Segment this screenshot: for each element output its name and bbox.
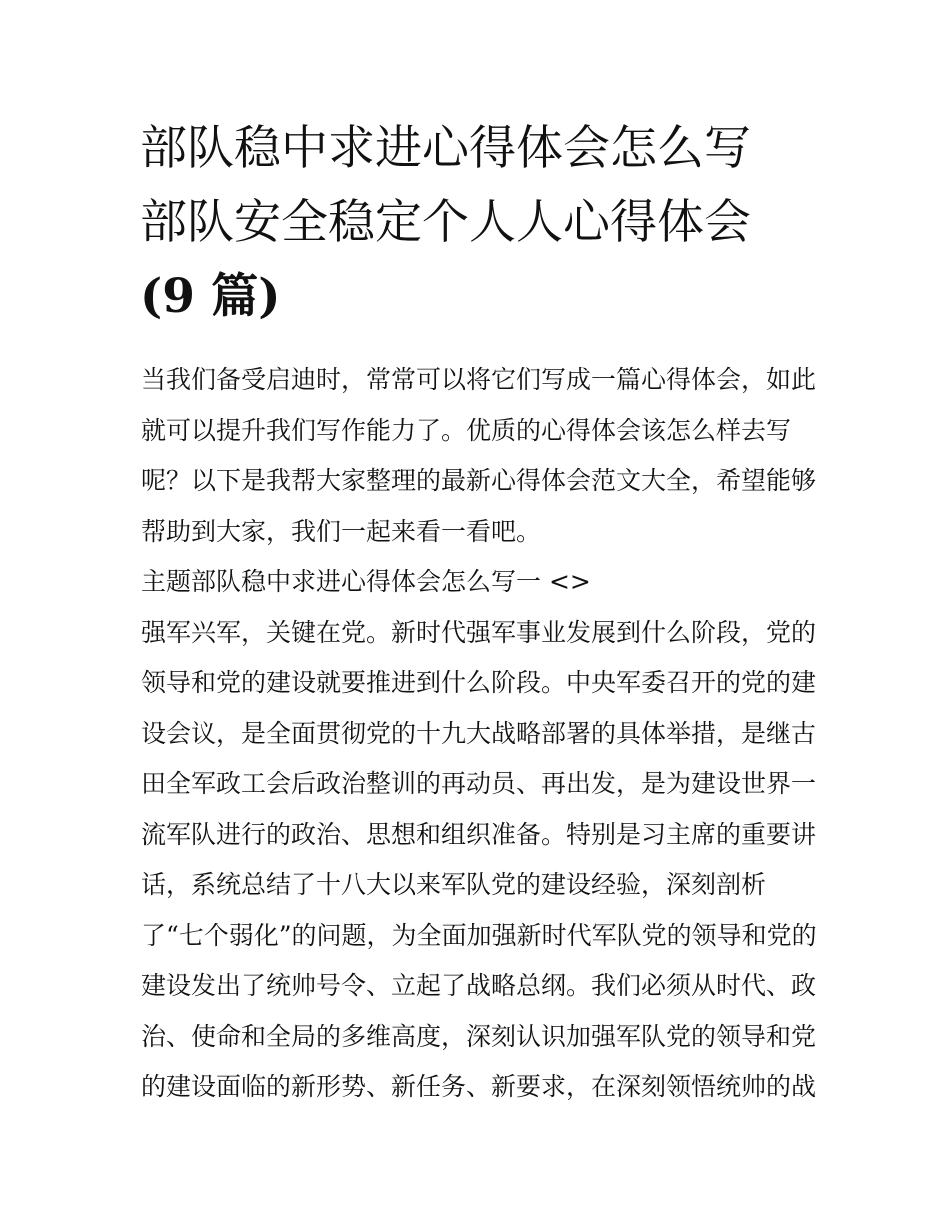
body-line-9: 田全军政工会后政治整训的再动员、再出发，是为建设世界一 [141, 769, 817, 798]
body-line-8: 设会议，是全面贯彻党的十九大战略部署的具体举措，是继古 [141, 718, 817, 748]
document-body [141, 355, 821, 1113]
body-line-1: 当我们备受启迪时，常常可以将它们写成一篇心得体会，如此 [141, 365, 817, 394]
body-line-12: 了“七个弱化”的问题，为全面加强新时代军队党的领导和党的 [141, 920, 817, 950]
section-heading-line: 主题部队稳中求进心得体会怎么写一 <> [141, 567, 591, 596]
body-line-10: 流军队进行的政治、思想和组织准备。特别是习主席的重要讲 [141, 819, 817, 849]
body-line-15: 的建设面临的新形势、新任务、新要求，在深刻领悟统帅的战 [141, 1072, 817, 1101]
body-line-3: 呢？以下是我帮大家整理的最新心得体会范文大全，希望能够 [141, 466, 817, 495]
body-line-2: 就可以提升我们写作能力了。优质的心得体会该怎么样去写 [141, 415, 792, 445]
document-title [140, 112, 820, 334]
body-line-6: 强军兴军，关键在党。新时代强军事业发展到什么阶段，党的 [141, 617, 817, 647]
title-line-3: (9 篇) [140, 269, 281, 324]
body-line-13: 建设发出了统帅号令、立起了战略总纲。我们必须从时代、政 [141, 971, 817, 1000]
title-line-2: 部队安全稳定个人人心得体会 [140, 195, 751, 250]
body-line-4: 帮助到大家，我们一起来看一看吧。 [141, 516, 542, 546]
body-line-11: 话，系统总结了十八大以来军队党的建设经验，深刻剖析 [141, 870, 767, 899]
body-line-14: 治、使命和全局的多维高度，深刻认识加强军队党的领导和党 [141, 1021, 817, 1051]
body-line-7: 领导和党的建设就要推进到什么阶段。中央军委召开的党的建 [141, 668, 817, 697]
title-line-1: 部队稳中求进心得体会怎么写 [140, 121, 751, 176]
